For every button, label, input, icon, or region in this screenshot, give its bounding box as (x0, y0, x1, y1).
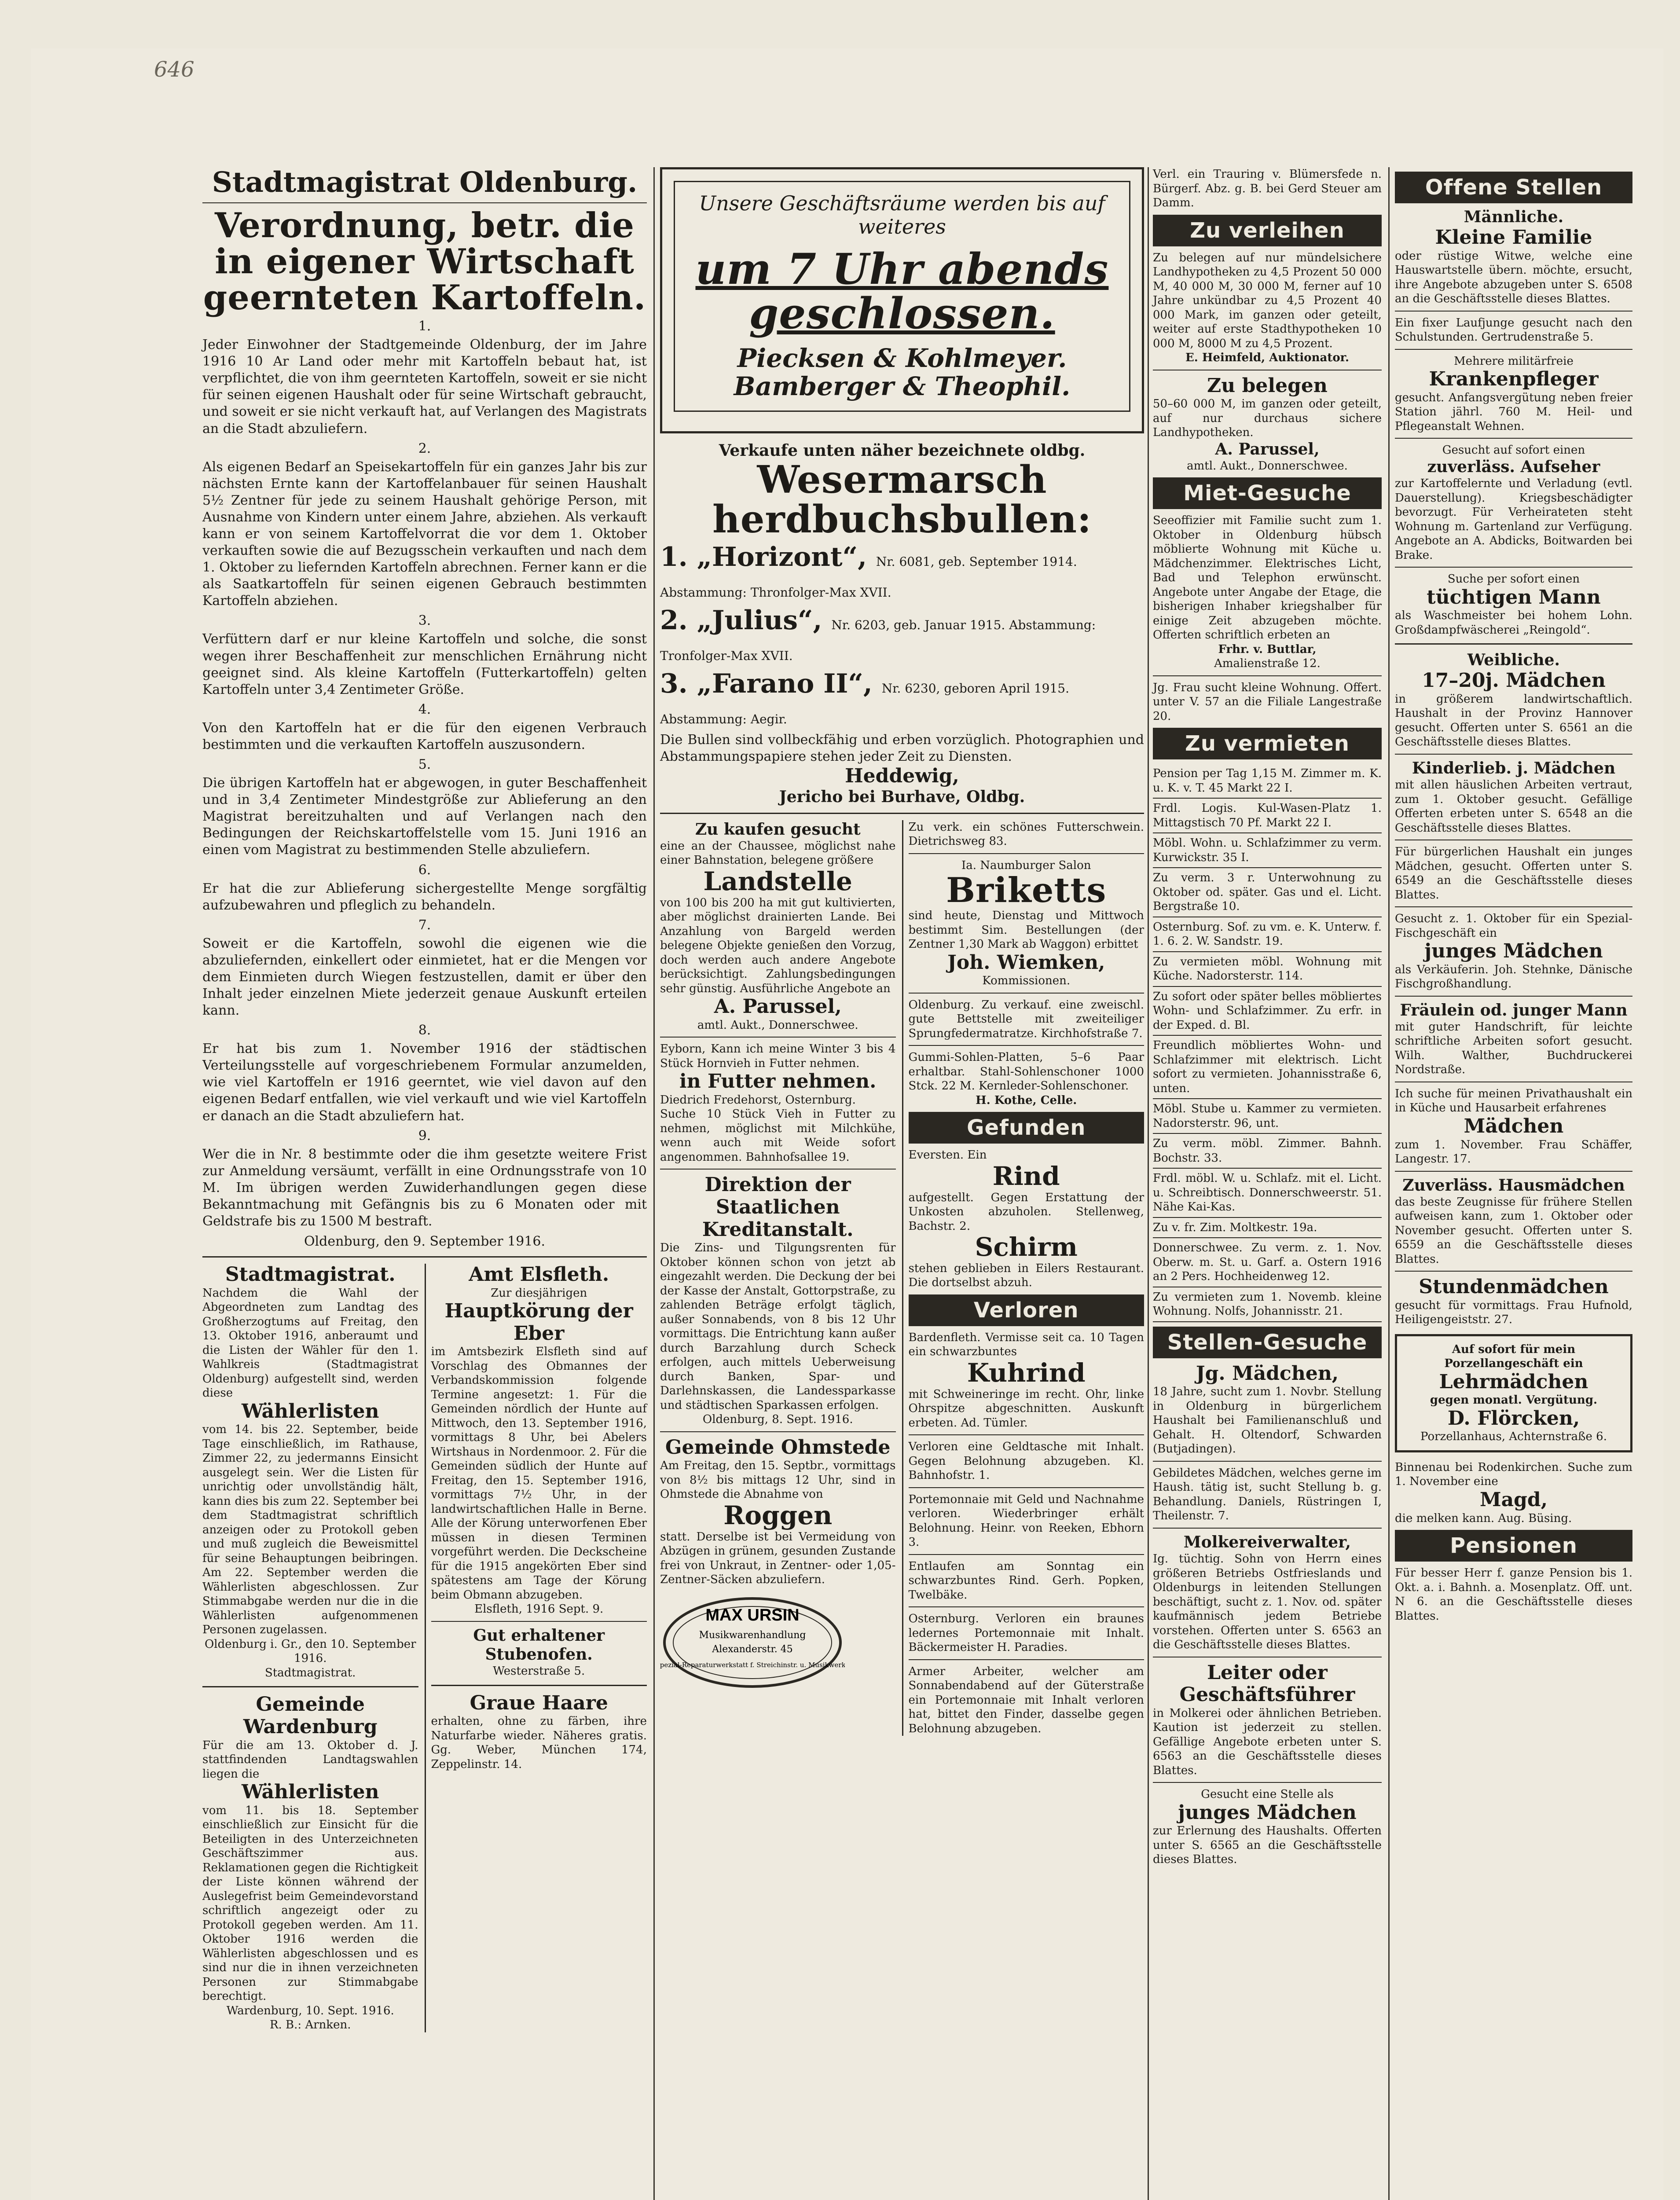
section-number: 3. (418, 613, 431, 629)
ohmstede-text: Am Freitag, den 15. Septbr., vormittags von 8½ bis mittags 12 Uhr, sind in Ohmstede die Abnahme von (660, 1459, 896, 1501)
bullen-list (660, 542, 1144, 730)
col2-split (660, 820, 1144, 1736)
futter-ad: Eyborn, Kann ich meine Winter 3 bis 4 Stück Hornvieh in Futter nehmen. (660, 1042, 896, 1070)
kreditanstalt-text: Die Zins- und Tilgungsrenten für Oktober können schon von jetzt ab eingezahlt werden. Die Deckung der bei der Kasse der Anstalt, Gottorpstraße, zu zahlenden Beträge erfolgt täglich, außer Sonnabends, von 8 bis 12 Uhr vormittags. Die Entrichtung kann außer durch Barzahlung durch Scheck erfolgen, auch mittels Ueberweisung durch Banken, Spar- und Darlehnskassen, die Landessparkasse und städtischen Sparkassen erfolgen. (660, 1241, 896, 1412)
vermieten-item: Osternburg. Sof. zu vm. e. K. Unterw. f. 1. 6. 2. W. Sandstr. 19. (1153, 917, 1382, 952)
stellengesuch-3: Ig. tüchtig. Sohn von Herrn eines größeren Betriebs Ostfrieslands und Oldenburgs in leitenden Stellungen beschäftigt, sucht z. 1. Nov. od. später kaufmännisch jedem Betriebe vorstehen. Offerten unter S. 6563 an die Geschäftsstelle dieses Blattes. (1153, 1552, 1382, 1652)
divider (909, 1045, 1144, 1046)
bullen-ad (660, 441, 1144, 807)
col1-split (202, 1264, 647, 2032)
kinderlieb-big: Kinderlieb. j. Mädchen (1412, 759, 1616, 777)
landstelle-text-2: von 100 bis 200 ha mit gut kultivierten, aber möglichst drainierten Lande. Bei Anzahlung von Bargeld werden belegene Objekte genießen den Vorzug, doch werden auch andere Angebote berücksichtigt. Zahlungsbedingungen sehr günstig. Ausführliche Angebote an (660, 896, 896, 995)
leiter-big: Leiter oder Geschäftsführer (1179, 1661, 1355, 1706)
wardenburg-text-2: vom 11. bis 18. September einschließlich zur Einsicht für die Beteiligten in des Unterzeichneten Geschäftszimmer aus. Reklamationen gegen die Richtigkeit der Liste können während der Auslegefrist beim Gemeindevorstand schriftlich angezeigt oder zu Protokoll gegeben werden. Am 11. Oktober 1916 werden die Wählerlisten abgeschlossen und es sind nur die in ihnen verzeichneten Personen zur Stimmabgabe berechtigt. (202, 1804, 418, 2003)
section-number: 4. (418, 701, 431, 717)
trauring-ad: Verl. ein Trauring v. Blümersfede n. Bürgerf. Abz. g. B. bei Gerd Steuer am Damm. (1153, 168, 1382, 209)
magistrat-title: Stadtmagistrat Oldenburg. (212, 166, 638, 199)
verordnung-headline: Verordnung, betr. die in eigener Wirtschaft geernteten Kartoffeln. (203, 205, 646, 318)
divider (909, 1606, 1144, 1607)
rind-big: Rind (992, 1161, 1060, 1191)
offene-stellen-banner: Offene Stellen (1395, 172, 1632, 203)
stubenofen-ad: Gut erhaltener Stubenofen. (473, 1626, 605, 1664)
divider (909, 853, 1144, 854)
divider (909, 1659, 1144, 1660)
column-4 (1395, 167, 1632, 2200)
box-closing-time: um 7 Uhr abends geschlossen. (695, 244, 1109, 338)
junges-maedchen-verk-big: junges Mädchen (1424, 940, 1603, 963)
divider (1153, 1782, 1382, 1783)
futter-ad-3: Suche 10 Stück Vieh in Futter zu nehmen, möglichst mit Milchkühe, wenn auch mit Weide sofort angenommen. Bahnhofsallee 19. (660, 1107, 896, 1164)
briketts-seller: Joh. Wiemken, (947, 951, 1105, 974)
divider (1153, 1461, 1382, 1462)
wardenburg-waehlerlisten: Wählerlisten (242, 1781, 379, 1804)
divider (1153, 675, 1382, 676)
kleine-familie-big: Kleine Familie (1435, 226, 1592, 249)
kreditanstalt-sign: Oldenburg, 8. Sept. 1916. (702, 1413, 853, 1426)
offene-4: Gesucht auf sofort einen (1442, 444, 1585, 457)
section-text: Jeder Einwohner der Stadtgemeinde Oldenburg, der im Jahre 1916 10 Ar Land oder mehr mit Kartoffeln bebaut hat, ist verpflichtet, die von ihm geernteten Kartoffeln, soweit er sie nicht für seinen eigenen Haushalt oder für seine Wirtschaft gebraucht, und soweit er sie nicht verkauft hat, auf Verlangen des Magistrats an die Stadt abzuliefern. (202, 337, 647, 436)
stamp-name: MAX URSIN (705, 1606, 800, 1624)
divider (1395, 906, 1632, 907)
section-text: Soweit er die Kartoffeln, sowohl die eigenen wie die abzuliefernden, einkellert oder einmietet, hat er die Mengen vor dem Einmieten durch Wiegen festzustellen, damit er über den Inhalt jeder einzelnen Miete jederzeit genaue Auskunft erteilen kann. (202, 935, 647, 1019)
vermieten-item: Freundlich möbliertes Wohn- und Schlafzimmer mit elektrisch. Licht sofort zu vermieten. Johannisstraße 6, unten. (1153, 1036, 1382, 1099)
box-firm-1: Piecksen & Kohlmeyer. (737, 343, 1067, 374)
geschaeftszeiten-box (660, 167, 1144, 433)
bull-name: 1. „Horizont“, (660, 541, 867, 572)
hauptkoerung-heading: Hauptkörung der Eber (444, 1300, 633, 1345)
gummi-sohlen-ad: Gummi-Sohlen-Platten, 5–6 Paar erhaltbar. Stahl-Sohlenschoner 1000 Stck. 22 M. Kernleder-Sohlenschoner. (908, 1051, 1144, 1093)
section-number: 6. (418, 862, 431, 878)
vermieten-item: Zu verm. möbl. Zimmer. Bahnh. Bochstr. 33. (1153, 1134, 1382, 1169)
vermieten-item: Möbl. Stube u. Kammer zu vermieten. Nadorsterstr. 96, unt. (1153, 1099, 1382, 1134)
weibl-4b: als Verkäuferin. Joh. Stehnke, Dänische Fischgroßhandlung. (1395, 963, 1632, 991)
weibl-6b: zum 1. November. Frau Schäffer, Langestr. 17. (1395, 1138, 1632, 1166)
section-number: 5. (418, 757, 431, 773)
waehlerlisten-heading: Wählerlisten (242, 1400, 379, 1423)
molkereiverwalter-big: Molkereiverwalter, (1183, 1533, 1351, 1551)
bullen-seller: Heddewig, (845, 764, 959, 787)
weibl-1: in größerem landwirtschaftlich. Haushalt in der Provinz Hannover gesucht. Offerten unter S. 6561 an die Geschäftsstelle dieses Blattes. (1395, 692, 1632, 749)
lehrmaedchen-box (1395, 1334, 1632, 1452)
stamp-line-3: Alexanderstr. 45 (712, 1643, 793, 1655)
stundenmaedchen-big: Stundenmädchen (1419, 1276, 1609, 1298)
maennliche-heading: Männliche. (1464, 208, 1564, 226)
futter-ad-2: Diedrich Fredehorst, Osternburg. (660, 1093, 856, 1107)
gummi-sohlen-seller: H. Kothe, Celle. (976, 1093, 1077, 1107)
divider (1395, 438, 1632, 439)
offene-5b: als Waschmeister bei hohem Lohn. Großdampfwäscherei „Reingold“. (1395, 609, 1632, 637)
offene-1: oder rüstige Witwe, welche eine Hauswartstelle übern. möchte, ersucht, ihre Angebote abzugeben unter S. 6508 an die Geschäftsstelle dieses Blattes. (1395, 249, 1632, 306)
stellen-gesuche-banner: Stellen-Gesuche (1153, 1327, 1382, 1358)
landstelle-big: Landstelle (703, 866, 852, 896)
gefunden-2: stehen geblieben in Eilers Restaurant. Die dortselbst abzuh. (908, 1261, 1144, 1290)
divider (660, 813, 1144, 814)
bull-name: 2. „Julius“, (660, 605, 822, 636)
verordnung-sections (202, 319, 647, 1230)
elsfleth-intro: Zur diesjährigen (491, 1286, 587, 1300)
vermieten-item: Möbl. Wohn. u. Schlafzimmer zu verm. Kurwickstr. 35 I. (1153, 833, 1382, 868)
stadtmagistrat-text: Nachdem die Wahl der Abgeordneten zum Landtag des Großherzogtums auf Freitag, den 13. Oktober 1916, anberaumt und die Listen der Wähler für den 1. Wahlkreis (Stadtmagistrat Oldenburg) aufgestellt sind, werden diese (202, 1286, 418, 1400)
stadtmagistrat-sign: Oldenburg i. Gr., den 10. September 1916. (204, 1637, 416, 1665)
col2-left (660, 820, 896, 1736)
briketts-intro: Ia. Naumburger Salon (961, 858, 1091, 872)
lehrmaedchen-line-2: gegen monatl. Vergütung. (1430, 1393, 1598, 1407)
landstelle-heading: Zu kaufen gesucht (695, 820, 861, 839)
weibl-7: das beste Zeugnisse für frühere Stellen aufweisen kann, zum 1. Oktober oder November gesucht. Offerten unter S. 6559 an die Geschäftsstelle dieses Blattes. (1395, 1195, 1632, 1266)
miet-gesuche-banner: Miet-Gesuche (1153, 477, 1382, 509)
vermieten-item: Zu v. fr. Zim. Moltkestr. 19a. (1153, 1218, 1382, 1239)
ohmstede-text-2: statt. Derselbe ist bei Vermeidung von Abzügen in grünem, gesunden Zustande frei von Unkraut, in Zentner- oder 1,05-Zentner-Säcken abzuliefern. (660, 1530, 896, 1587)
verloren-1b: mit Schweineringe im recht. Ohr, linke Ohrspitze abgeschnitten. Auskunft erbeten. Ad. Tümler. (908, 1387, 1144, 1430)
divider (909, 1434, 1144, 1435)
section-text: Er hat die zur Ablieferung sichergestellte Menge sorgfältig aufzubewahren und pfleglich zu behandeln. (202, 880, 647, 913)
vermieten-item: Frdl. Logis. Kul-Wasen-Platz 1. Mittagstisch 70 Pf. Markt 22 I. (1153, 799, 1382, 833)
vermieten-item: Pension per Tag 1,15 M. Zimmer m. K. u. K. v. T. 45 Markt 22 I. (1153, 764, 1382, 799)
verleihen-sign: E. Heimfeld, Auktionator. (1185, 351, 1350, 364)
miet-gesuch-1: Seeoffizier mit Familie sucht zum 1. Oktober in Oldenburg hübsch möblierte Wohnung mit Küche u. Mädchenzimmer. Elektrisches Licht, Bad und Telephon erwünscht. Angebote unter Angabe der Etage, die bisherigen Inhaber kriegshalber für einige Zeit abzugeben möchte. Offerten schriftlich erbeten an (1153, 514, 1382, 642)
offene-3: Mehrere militärfreie (1454, 354, 1574, 368)
column-2 (660, 167, 1144, 2200)
stadtmagistrat-text-2: vom 14. bis 22. September, beide Tage einschließlich, im Rathause, Zimmer 22, zu jedermanns Einsicht ausgelegt sein. Wer die Listen für unrichtig oder unvollständig hält, kann dies bis zum 22. September bei dem Stadtmagistrat schriftlich anzeigen oder zu Protokoll geben und muß zugleich die Beweismittel für seine Behauptungen beibringen. Am 22. September werden die Wählerlisten abgeschlossen. Zur Stimmabgabe werden nur die in die Wählerlisten aufgenommenen Personen zugelassen. (202, 1423, 418, 1637)
divider (909, 993, 1144, 994)
lehrmaedchen-big: Lehrmädchen (1439, 1370, 1588, 1393)
box-line: Unsere Geschäftsräume werden bis auf weiteres (699, 191, 1105, 238)
column-rule (1388, 167, 1390, 2200)
dateline: Oldenburg, den 9. September 1916. (304, 1234, 546, 1250)
graue-haare-title: Graue Haare (470, 1691, 608, 1714)
weibl-4: Gesucht z. 1. Oktober für ein Spezial-Fischgeschäft ein (1395, 912, 1632, 940)
ohmstede-title: Gemeinde Ohmstede (665, 1436, 891, 1459)
stamp-line-2: Musikwarenhandlung (699, 1629, 806, 1641)
section-number: 9. (418, 1128, 431, 1144)
bullen-intro: Verkaufe unten näher bezeichnete oldbg. (719, 441, 1086, 460)
elsfleth-notice (425, 1264, 647, 2032)
futter-big: in Futter nehmen. (679, 1070, 877, 1093)
verloren-5: Osternburg. Verloren ein braunes ledernes Portemonnaie mit Inhalt. Bäckermeister H. Paradies. (908, 1612, 1144, 1654)
verloren-4: Entlaufen am Sonntag ein schwarzbuntes Rind. Gerh. Popken, Twelbäke. (908, 1559, 1144, 1602)
fraeulein-big: Fräulein od. junger Mann (1400, 1001, 1628, 1019)
verloren-2: Verloren eine Geldtasche mit Inhalt. Gegen Belohnung abzugeben. Kl. Bahnhofstr. 1. (908, 1440, 1144, 1482)
vermieten-item: Donnerschwee. Zu verm. z. 1. Nov. Oberw. m. St. u. Garf. a. Ostern 1916 an 2 Pers. Hochheidenweg 12. (1153, 1238, 1382, 1287)
divider (1395, 567, 1632, 568)
landstelle-agent: A. Parussel, (714, 995, 842, 1018)
weibl-9: Binnenau bei Rodenkirchen. Suche zum 1. November eine (1395, 1460, 1632, 1489)
divider (202, 202, 647, 203)
briketts-text: sind heute, Dienstag und Mittwoch bestimmt Sim. Bestellungen (der Zentner 1,30 Mark ab Waggon) erbittet (908, 909, 1144, 951)
vermieten-item: Zu vermieten zum 1. Novemb. kleine Wohnung. Nolfs, Johannisstr. 21. (1153, 1287, 1382, 1322)
bull-entry (660, 668, 1144, 730)
divider (1395, 754, 1632, 755)
divider (909, 1487, 1144, 1488)
vermieten-item: Zu vermieten möbl. Wohnung mit Küche. Nadorsterstr. 114. (1153, 952, 1382, 987)
maedchen-big: Mädchen (1464, 1115, 1564, 1137)
section-number: 2. (418, 440, 431, 456)
briketts-big: Briketts (946, 870, 1107, 911)
aufseher-big: zuverläss. Aufseher (1427, 457, 1600, 476)
verleihen-text: Zu belegen auf nur mündelsichere Landhypotheken zu 4,5 Prozent 50 000 M, 40 000 M, 30 000 M, ferner auf 10 Jahre unkündbar zu 4,5 Prozent 40 000 Mark, im ganzen oder geteilt, weiter auf erste Stadthypotheken 10 000 M, 8000 M zu 4,5 Prozent. (1153, 251, 1382, 350)
section-text: Von den Kartoffeln hat er die für den eigenen Verbrauch bestimmten und die verkauften Kartoffeln auszusondern. (202, 720, 647, 752)
schirm-big: Schirm (975, 1232, 1078, 1262)
lehrmaedchen-firm: D. Flörcken, (1447, 1407, 1580, 1430)
miet-gesuch-1-sign: Frhr. v. Buttlar, (1218, 642, 1317, 656)
section-text: Die übrigen Kartoffeln hat er abgewogen, in guter Beschaffenheit und in 3,4 Zentimeter Mindestgröße zur Ablieferung an den Magistrat bereitzuhalten und auf Verlangen nach den Bedingungen der Reichskartoffelstelle vom 15. Juni 1916 an einen vom Magistrat zu bestimmenden Stelle abzuliefern. (202, 775, 647, 858)
bullen-title: Wesermarsch herdbuchsbullen: (712, 458, 1092, 542)
divider (1395, 349, 1632, 350)
krankenpfleger-big: Krankenpfleger (1429, 368, 1599, 391)
belegen-text: 50–60 000 M, im ganzen oder geteilt, auf nur durchaus sichere Landhypotheken. (1153, 397, 1382, 440)
weibl-8: gesucht für vormittags. Frau Hufnold, Heiligengeiststr. 27. (1395, 1298, 1632, 1327)
divider (202, 1686, 418, 1687)
stadtmagistrat-notice (202, 1264, 418, 2032)
offene-5: Suche per sofort einen (1447, 572, 1580, 586)
section-text: Als eigenen Bedarf an Speisekartoffeln für ein ganzes Jahr bis zur nächsten Ernte kann der Kartoffelanbauer für seinen Haushalt 5½ Zentner für jede zu seinem Haushalt gehörige Person, mit Ausnahme von Kindern unter einem Jahre, abziehen. Als verkauft kann er von seinem Kartoffelvorrat die vor dem 1. Oktober verkauften sowie die auf Bezugsschein verkauften und nach dem 1. Oktober zu liefernden Kartoffeln abrechnen. Ferner kann er die als Saatkartoffeln für seinen eigenen Gebrauch bestimmten Kartoffeln abziehen. (202, 459, 647, 609)
stellengesuch-5: Gesucht eine Stelle als (1201, 1788, 1334, 1801)
landstelle-agent-2: amtl. Aukt., Donnerschwee. (697, 1018, 858, 1032)
column-3 (1153, 167, 1382, 2200)
divider (1395, 996, 1632, 997)
section-number: 1. (418, 319, 431, 334)
pensionen-banner: Pensionen (1395, 1530, 1632, 1562)
elsfleth-sign: Elsfleth, 1916 Sept. 9. (474, 1602, 604, 1616)
lehrmaedchen-address: Porzellanhaus, Achternstraße 6. (1420, 1430, 1607, 1444)
wardenburg-text: Für die am 13. Oktober d. J. stattfindenden Landtagswahlen liegen die (202, 1738, 418, 1781)
divider (660, 1037, 896, 1038)
bull-detail: Nr. 6081, geb. September 1914. Abstammung: Thronfolger-Max XVII. (660, 554, 1077, 600)
verloren-banner: Verloren (909, 1294, 1144, 1326)
column-rule (653, 167, 655, 2200)
section-text: Er hat bis zum 1. November 1916 der städtischen Verteilungsstelle auf vorgeschriebenem Formular anzumelden, wie viel Kartoffeln er 1916 geerntet, wie viel davon auf den eigenen Bedarf entfallen, wie viel verkauft und wie viel Kartoffeln er danach an die Stadt abzuliefern hat. (202, 1041, 647, 1124)
divider (1395, 1271, 1632, 1272)
column-rule (1148, 167, 1149, 2200)
stellengesuch-1-big: Jg. Mädchen, (1196, 1362, 1339, 1385)
junges-maedchen-big: junges Mädchen (1178, 1801, 1357, 1824)
stellengesuch-4: in Molkerei oder ähnlichen Betrieben. Kaution ist jederzeit zu stellen. Gefällige Angebote erbeten unter S. 6563 an die Geschäftsstelle dieses Blattes. (1153, 1706, 1382, 1777)
geschaeftszeiten-inner (674, 181, 1130, 412)
bettstelle-ad: Oldenburg. Zu verkauf. eine zweischl. gute Bettstelle mit zweiteiliger Sprungfedermatratze. Kirchhofstraße 7. (908, 998, 1144, 1040)
elsfleth-text: im Amtsbezirk Elsfleth sind auf Vorschlag des Obmannes der Verbandskommission folgende Termine angesetzt: 1. Für die Gemeinden nördlich der Hunte auf Mittwoch, den 13. September 1916, vormittags 8 Uhr, bei Abelers Wirtshaus in Nordenmoor. 2. Für die Gemeinden südlich der Hunte auf Freitag, den 15. September 1916, vormittags 7½ Uhr, in der landwirtschaftlichen Halle in Berne. Alle der Körung unterworfenen Eber müssen in diesen Terminen vorgeführt werden. Die Deckscheine für die 1915 angekörten Eber sind spätestens am Tage der Körung beim Obmann abzugeben. (431, 1345, 647, 1602)
vermieten-list (1153, 764, 1382, 1322)
kuhrind-big: Kuhrind (967, 1357, 1086, 1388)
section-number: 8. (418, 1023, 431, 1038)
offene-2: Ein fixer Laufjunge gesucht nach den Schulstunden. Gertrudenstraße 5. (1395, 316, 1632, 344)
wardenburg-title: Gemeinde Wardenburg (243, 1693, 378, 1738)
bull-entry (660, 542, 1144, 603)
divider (909, 1554, 1144, 1555)
belegen-agent-2: amtl. Aukt., Donnerschwee. (1187, 459, 1348, 473)
verloren-1: Bardenfleth. Vermisse seit ca. 10 Tagen ein schwarzbuntes (908, 1331, 1144, 1359)
maedchen-17-20-big: 17–20j. Mädchen (1422, 669, 1606, 692)
futterschwein-ad: Zu verk. ein schönes Futterschwein. Dietrichsweg 83. (908, 820, 1144, 848)
stadtmagistrat-sign-2: Stadtmagistrat. (265, 1666, 356, 1679)
divider (202, 1256, 647, 1258)
divider (431, 1685, 647, 1686)
magd-big: Magd, (1479, 1488, 1548, 1511)
max-ursin-stamp (660, 1594, 845, 1691)
section-text: Wer die in Nr. 8 bestimmte oder die ihm gesetzte weitere Frist zur Anmeldung versäumt, verfällt in eine Ordnungsstrafe von 10 M. Im übrigen werden Zuwiderhandlungen gegen diese Bekanntmachung mit Gefängnis bis zu 6 Monaten oder mit Geldstrafe bis zu 1500 M bestraft. (202, 1146, 647, 1229)
col2-right (902, 820, 1144, 1736)
verloren-3: Portemonnaie mit Geld und Nachnahme verloren. Wiederbringer erhält Belohnung. Heinr. von Reeken, Ebhorn 3. (908, 1492, 1144, 1549)
vermieten-item: Frdl. möbl. W. u. Schlafz. mit el. Licht. u. Schreibtisch. Donnerschweerstr. 51. Nähe Kai-Kas. (1153, 1169, 1382, 1218)
stubenofen-address: Westerstraße 5. (493, 1665, 585, 1678)
page-number: 646 (154, 57, 194, 82)
weibl-3: Für bürgerlichen Haushalt ein junges Mädchen, gesucht. Offerten unter S. 6549 an die Geschäftsstelle dieses Blattes. (1395, 845, 1632, 902)
divider (1395, 643, 1632, 645)
bull-entry (660, 605, 1144, 667)
divider (1395, 1171, 1632, 1172)
column-1 (202, 167, 647, 2200)
divider (660, 1431, 896, 1432)
weibl-6: Ich suche für meinen Privathaushalt ein in Küche und Hausarbeit erfahrenes (1395, 1087, 1632, 1115)
section-text: Verfüttern darf er nur kleine Kartoffeln und solche, die sonst wegen ihrer Beschaffenheit zur menschlichen Ernährung nicht geeignet sind. Als kleine Kartoffeln (Futterkartoffeln) gelten Kartoffeln unter 3,4 Zentimeter Größe. (202, 631, 647, 697)
belegen-agent: A. Parussel, (1215, 440, 1320, 458)
divider (1153, 1528, 1382, 1529)
lehrmaedchen-line: Auf sofort für mein Porzellangeschäft ein (1444, 1342, 1583, 1371)
belegen-heading: Zu belegen (1207, 374, 1328, 397)
miet-gesuch-1-address: Amalienstraße 12. (1214, 657, 1321, 671)
stadtmagistrat-title: Stadtmagistrat. (225, 1263, 396, 1286)
stamp-line-4: Spezial-Reparaturwerkstatt f. Streichinstr. u. Musikwerke (660, 1661, 845, 1669)
weibl-9b: die melken kann. Aug. Büsing. (1395, 1511, 1572, 1525)
weibl-5: mit guter Handschrift, für leichte schriftliche Arbeiten sofort gesucht. Wilh. Walther, Buchdruckerei Nordstraße. (1395, 1020, 1632, 1077)
vermieten-item: Zu verm. 3 r. Unterwohnung zu Oktober od. später. Gas und el. Licht. Bergstraße 10. (1153, 868, 1382, 917)
pension-1: Für besser Herr f. ganze Pension bis 1. Okt. a. i. Bahnh. a. Mosenplatz. Off. unt. N 6. an die Geschäftsstelle dieses Blattes. (1395, 1566, 1632, 1623)
divider (660, 1169, 896, 1170)
gefunden-1: Eversten. Ein (908, 1148, 987, 1162)
elsfleth-title: Amt Elsfleth. (469, 1263, 609, 1286)
vermieten-item: Zu sofort oder später belles möbliertes Wohn- und Schlafzimmer. Zu erfr. in der Exped. d. Bl. (1153, 987, 1382, 1036)
landstelle-text: eine an der Chaussee, möglichst nahe einer Bahnstation, belegene größere (660, 839, 896, 867)
miet-gesuch-2: Jg. Frau sucht kleine Wohnung. Offert. unter V. 57 an die Filiale Langestraße 20. (1153, 681, 1382, 723)
weibliche-heading: Weibliche. (1467, 651, 1560, 670)
stellengesuch-5b: zur Erlernung des Haushalts. Offerten unter S. 6565 an die Geschäftsstelle dieses Blattes. (1153, 1824, 1382, 1866)
briketts-seller-2: Kommissionen. (982, 974, 1071, 988)
section-number: 7. (418, 917, 431, 933)
divider (431, 1621, 647, 1622)
bull-name: 3. „Farano II“, (660, 668, 873, 699)
kreditanstalt-title: Direktion der Staatlichen Kreditanstalt. (702, 1173, 854, 1241)
hausmaedchen-big: Zuverläss. Hausmädchen (1402, 1176, 1625, 1195)
gefunden-1b: aufgestellt. Gegen Erstattung der Unkosten abzuholen. Stellenweg, Bachstr. 2. (908, 1191, 1144, 1233)
bull-detail: Nr. 6230, geboren April 1915. Abstammung: Aegir. (660, 681, 1070, 726)
stellengesuch-1: 18 Jahre, sucht zum 1. Novbr. Stellung in Oldenburg in bürgerlichem Haushalt bei Familienanschluß und Gehalt. H. Oltendorf, Schwarden (Butjadingen). (1153, 1385, 1382, 1456)
offene-3b: gesucht. Anfangsvergütung neben freier Station jährl. 760 M. Heil- und Pflegeanstalt Wehnen. (1395, 391, 1632, 433)
verloren-6: Armer Arbeiter, welcher am Sonnabendabend auf der Güterstraße ein Portemonnaie mit Inhalt verloren hat, bittet den Finder, dasselbe gegen Belohnung abzugeben. (908, 1665, 1144, 1735)
verleihen-banner: Zu verleihen (1153, 215, 1382, 246)
vermieten-banner: Zu vermieten (1153, 728, 1382, 759)
tuechtigen-mann-big: tüchtigen Mann (1427, 586, 1601, 609)
gefunden-banner: Gefunden (909, 1112, 1144, 1144)
bullen-text: Die Bullen sind vollbeckfähig und erben vorzüglich. Photographien und Abstammungspapiere stehen jeder Zeit zu Diensten. (660, 732, 1144, 764)
box-firm-2: Bamberger & Theophil. (734, 371, 1071, 402)
divider (1395, 311, 1632, 312)
bull-detail: Nr. 6203, geb. Januar 1915. Abstammung: Tronfolger-Max XVII. (660, 617, 1096, 663)
offene-4b: zur Kartoffelernte und Verladung (evtl. Dauerstellung). Kriegsbeschädigter bevorzugt. Für Verheirateten steht Wohnung m. Gartenland zur Verfügung. Angebote an A. Abdicks, Boitwarden bei Brake. (1395, 477, 1632, 562)
weibl-2: mit allen häuslichen Arbeiten vertraut, zum 1. Oktober gesucht. Gefällige Offerten erbeten unter S. 6548 an die Geschäftsstelle dieses Blattes. (1395, 778, 1632, 835)
roggen-big: Roggen (723, 1500, 833, 1530)
wardenburg-sign: Wardenburg, 10. Sept. 1916. (226, 2004, 394, 2017)
stellengesuch-2: Gebildetes Mädchen, welches gerne im Haush. tätig ist, sucht Stellung b. g. Behandlung. Daniels, Rüstringen I, Theilenstr. 7. (1153, 1466, 1382, 1523)
bullen-place: Jericho bei Burhave, Oldbg. (779, 787, 1025, 806)
graue-haare-text: erhalten, ohne zu färben, ihre Naturfarbe wieder. Näheres gratis. Gg. Weber, München 174, Zeppelinstr. 14. (431, 1715, 647, 1771)
wardenburg-sign-2: R. B.: Arnken. (269, 2018, 351, 2032)
